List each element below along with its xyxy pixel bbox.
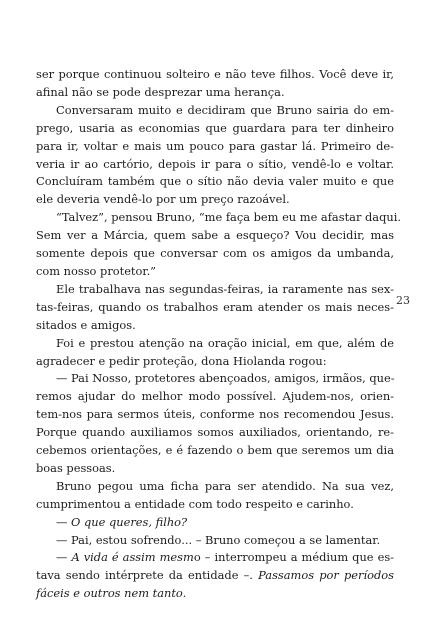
text-line: — O que queres, filho? [56, 514, 188, 529]
text-line: boas pessoas. [36, 460, 116, 475]
text-line: “Talvez”, pensou Bruno, “me faça bem eu me afastar daqui. [56, 210, 401, 225]
text-line: sitados e amigos. [36, 317, 136, 332]
text-line: tava sendo intérprete da entidade –. Passamos por períodos [36, 568, 394, 583]
text-line: agradecer e pedir proteção, dona Hiolanda rogou: [36, 353, 327, 368]
text-line: — Pai, estou sofrendo... – Bruno começou a se lamentar. [56, 532, 381, 547]
text-line: para ir, voltar e mais um pouco para gastar lá. Primeiro de- [36, 138, 394, 153]
text-line: ele deveria vendê-lo por um preço razoável. [36, 192, 290, 207]
text-line: Bruno pegou uma ficha para ser atendido. Na sua vez, [56, 478, 394, 493]
text-line: Concluíram também que o sítio não devia valer muito e que [36, 174, 394, 189]
text-line: Sem ver a Márcia, quem sabe a esqueço? Vou decidir, mas [36, 228, 394, 243]
text-line: com nosso protetor.” [36, 263, 157, 278]
text-line: tem-nos para sermos úteis, conforme nos recomendou Jesus. [36, 407, 394, 422]
text-line: cumprimentou a entidade com todo respeito e carinho. [36, 496, 354, 511]
text-line: veria ir ao cartório, depois ir para o sítio, vendê-lo e voltar. [36, 156, 394, 171]
text-line: somente depois que conversar com os amigos da umbanda, [36, 246, 394, 261]
text-line: cebemos orientações, e é fazendo o bem que seremos um dia [36, 443, 394, 458]
text-line: afinal não se pode desprezar uma herança. [36, 84, 285, 99]
text-line: Conversaram muito e decidiram que Bruno sairia do em- [56, 102, 394, 117]
text-line: Foi e prestou atenção na oração inicial, em que, além de [56, 335, 394, 350]
body-text [36, 66, 401, 603]
text-line: ser porque continuou solteiro e não teve filhos. Você deve ir, [36, 67, 394, 81]
text-line: prego, usaria as economias que guardara para ter dinheiro [36, 120, 394, 135]
text-line: — A vida é assim mesmo – interrompeu a médium que es- [56, 550, 395, 565]
page-number: 23 [396, 294, 410, 307]
text-line: remos ajudar do melhor modo possível. Ajudem-nos, orien- [36, 389, 394, 404]
text-line: Ele trabalhava nas segundas-feiras, ia raramente nas sex- [56, 281, 394, 296]
text-line: fáceis e outros nem tanto. [36, 586, 187, 601]
text-line: — Pai Nosso, protetores abençoados, amigos, irmãos, que- [56, 371, 395, 386]
text-line: Porque quando auxiliamos somos auxiliados, orientando, re- [36, 425, 394, 440]
text-line: tas-feiras, quando os trabalhos eram atender os mais neces- [36, 299, 394, 314]
